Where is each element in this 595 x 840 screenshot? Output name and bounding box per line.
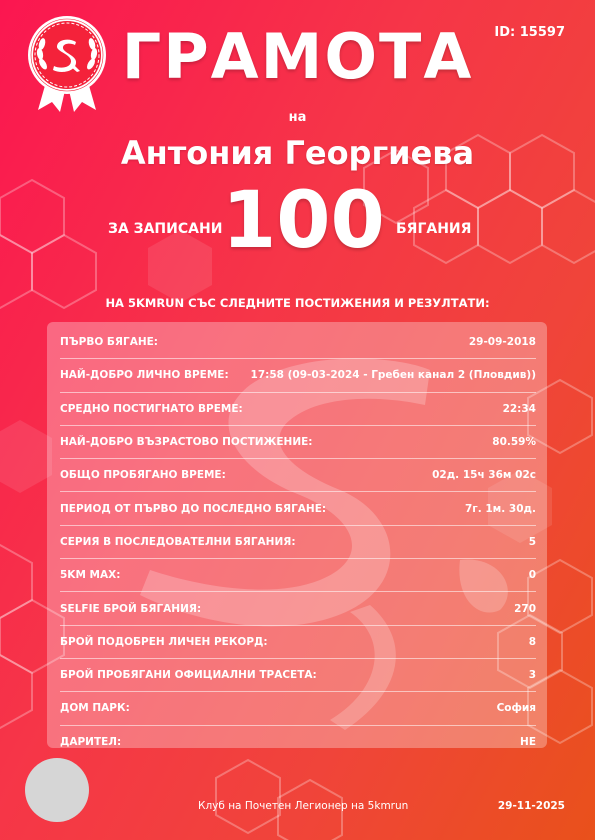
stat-value: 02д. 15ч 36м 02с xyxy=(432,469,536,482)
stat-row-total-time xyxy=(60,459,536,492)
stat-label: ДОМ ПАРК: xyxy=(60,702,130,715)
stat-value: София xyxy=(496,702,536,715)
stat-value: 5 xyxy=(528,535,536,548)
stat-label: НАЙ-ДОБРО ЛИЧНО ВРЕМЕ: xyxy=(60,369,229,382)
achievements-subheading: НА 5KMRUN СЪС СЛЕДНИТЕ ПОСТИЖЕНИЯ И РЕЗУЛТАТИ: xyxy=(105,296,490,310)
avatar-placeholder xyxy=(25,758,89,822)
club-footer-text: Клуб на Почетен Легионер на 5kmrun xyxy=(198,800,409,812)
stat-row-official-courses xyxy=(60,659,536,692)
stat-value: НЕ xyxy=(520,736,536,749)
stat-value: 7г. 1м. 30д. xyxy=(464,502,536,515)
stat-value: 3 xyxy=(528,669,536,682)
stats-table xyxy=(47,322,547,748)
stat-label: СЕРИЯ В ПОСЛЕДОВАТЕЛНИ БЯГАНИЯ: xyxy=(60,535,296,548)
stat-row-period xyxy=(60,492,536,525)
stat-value: 29-09-2018 xyxy=(468,336,536,349)
stat-value: 0 xyxy=(528,569,536,582)
stat-row-selfie-count xyxy=(60,592,536,625)
za-zapisani-label: ЗА ЗАПИСАНИ xyxy=(108,221,223,237)
stat-label: 5KM MAX: xyxy=(60,569,121,582)
stat-label: БРОЙ ПРОБЯГАНИ ОФИЦИАЛНИ ТРАСЕТА: xyxy=(60,669,317,682)
stat-row-pr-count xyxy=(60,626,536,659)
stat-row-donor xyxy=(60,726,536,759)
stat-label: ПЪРВО БЯГАНЕ: xyxy=(60,336,158,349)
stat-row-age-grade xyxy=(60,426,536,459)
stat-value: 80.59% xyxy=(492,436,536,449)
stat-value: 22:34 xyxy=(502,402,536,415)
recipient-name: Антония Георгиева xyxy=(120,134,475,172)
runs-word: БЯГАНИЯ xyxy=(396,221,472,237)
stat-value: 17:58 (09-03-2024 - Гребен канал 2 (Пловдив)) xyxy=(250,369,536,382)
stat-row-streak xyxy=(60,526,536,559)
stat-row-personal-best xyxy=(60,359,536,392)
stat-row-5km-max xyxy=(60,559,536,592)
stat-row-home-park xyxy=(60,692,536,725)
stat-label: НАЙ-ДОБРО ВЪЗРАСТОВО ПОСТИЖЕНИЕ: xyxy=(60,436,313,449)
issue-date: 29-11-2025 xyxy=(497,800,565,812)
stat-label: ДАРИТЕЛ: xyxy=(60,736,122,749)
preposition-na: на xyxy=(288,110,307,125)
run-count: 100 xyxy=(222,176,385,266)
stat-value: 270 xyxy=(514,602,536,615)
stat-label: ОБЩО ПРОБЯГАНО ВРЕМЕ: xyxy=(60,469,226,482)
stat-label: СРЕДНО ПОСТИГНАТО ВРЕМЕ: xyxy=(60,402,243,415)
stat-label: ПЕРИОД ОТ ПЪРВО ДО ПОСЛЕДНО БЯГАНЕ: xyxy=(60,502,327,515)
stat-label: БРОЙ ПОДОБРЕН ЛИЧЕН РЕКОРД: xyxy=(60,635,268,648)
certificate-title: ГРАМОТА xyxy=(121,20,474,93)
stat-row-average-time xyxy=(60,393,536,426)
stat-value: 8 xyxy=(528,635,536,648)
stat-row-first-run xyxy=(60,326,536,359)
certificate-id: ID: 15597 xyxy=(494,25,565,40)
stat-label: SELFIE БРОЙ БЯГАНИЯ: xyxy=(60,602,202,615)
